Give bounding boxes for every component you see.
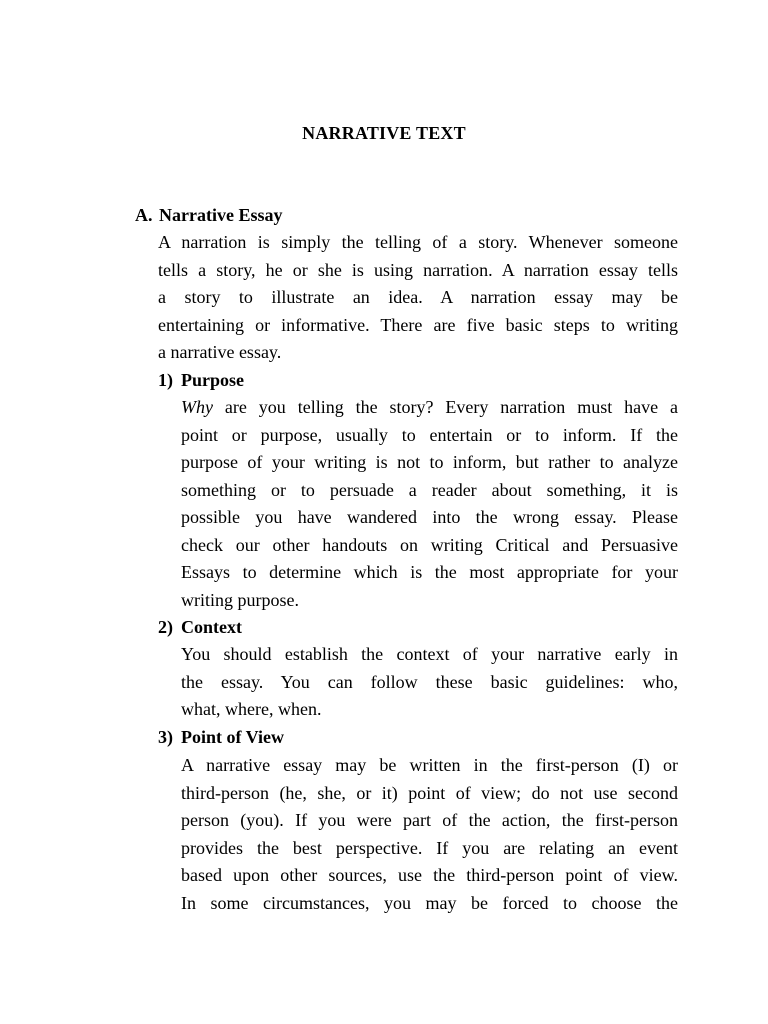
paragraph-line: A narrative essay may be written in the first-person (I) or [181,755,678,775]
paragraph-line [181,394,678,422]
subsection-heading-point-of-view [158,725,284,749]
paragraph-line: based upon other sources, use the third-person point of view. [181,865,678,885]
paragraph-line: In some circumstances, you may be forced to choose the [181,892,678,913]
subsection-heading-purpose [158,368,244,392]
paragraph-line: A narration is simply the telling of a story. Whenever someone [158,232,678,252]
section-paragraph [158,229,678,367]
subsection-heading-text: Purpose [181,370,244,390]
document-title: NARRATIVE TEXT [302,123,466,143]
paragraph-line: what, where, when. [181,699,322,719]
paragraph-line: check our other handouts on writing Critical and Persuasive [181,534,678,555]
paragraph-line: tells a story, he or she is using narration. A narration essay tells [158,259,678,280]
subsection-heading-text: Context [181,617,242,637]
paragraph-line: a story to illustrate an idea. A narration essay may be [158,287,678,307]
subsection-number: 1) [158,370,173,390]
section-heading-text: Narrative Essay [159,205,283,225]
paragraph-line: a narrative essay. [158,342,282,362]
paragraph-line: purpose of your writing is not to inform, but rather to analyze [181,452,678,472]
subsection-paragraph-point-of-view [181,752,678,917]
subsection-paragraph-context [181,641,678,724]
paragraph-line: third-person (he, she, or it) point of view; do not use second [181,782,678,803]
subsection-number: 3) [158,727,173,747]
paragraph-line: You should establish the context of your narrative early in [181,644,678,664]
paragraph-line: entertaining or informative. There are five basic steps to writing [158,314,678,335]
section-letter: A. [135,205,153,225]
subsection-heading-context [158,615,242,639]
subsection-paragraph-purpose [181,394,678,614]
paragraph-line: Essays to determine which is the most appropriate for your [181,562,678,582]
paragraph-line: possible you have wandered into the wrong essay. Please [181,507,678,527]
paragraph-line: person (you). If you were part of the action, the first-person [181,810,678,830]
subsection-heading-text: Point of View [181,727,284,747]
paragraph-line: point or purpose, usually to entertain or to inform. If the [181,424,678,445]
paragraph-line: provides the best perspective. If you are relating an event [181,837,678,858]
italic-word: Why [181,397,213,417]
paragraph-line: writing purpose. [181,589,299,610]
paragraph-line: something or to persuade a reader about something, it is [181,479,678,500]
subsection-number: 2) [158,617,173,637]
paragraph-line: the essay. You can follow these basic guidelines: who, [181,671,678,692]
section-heading [135,203,282,227]
line-rest: are you telling the story? Every narration must have a [212,397,678,417]
